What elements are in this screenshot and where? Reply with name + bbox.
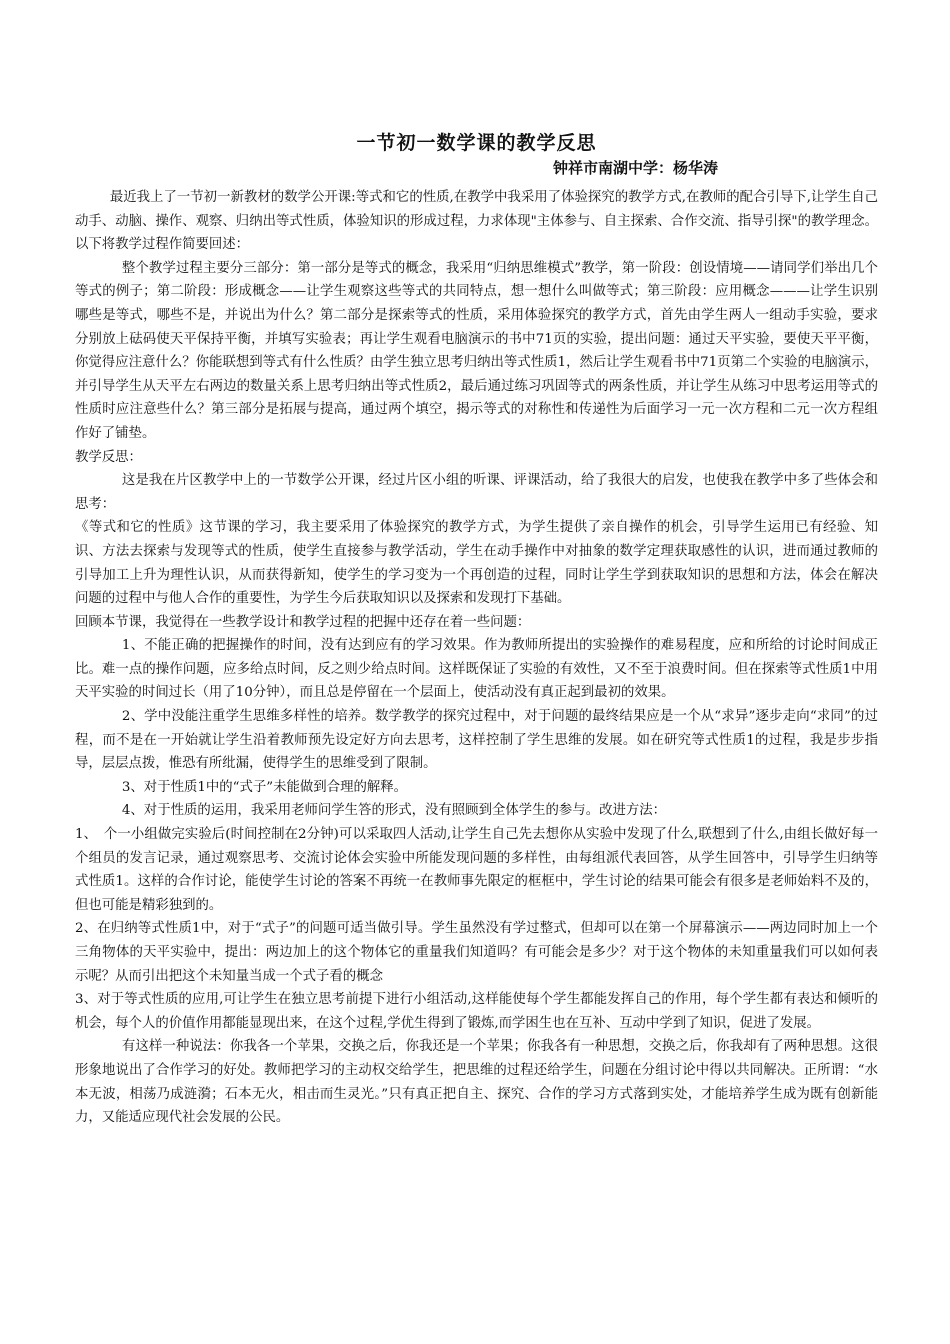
- process-paragraph: 整个教学过程主要分三部分：第一部分是等式的概念，我采用“归纳思维模式”教学，第一阶段：创设情境——请同学们举出几个等式的例子；第二阶段：形成概念——让学生观察这些等式的共同特点，想一想什么叫做等式；第三阶段：应用概念———让学生识别哪些是等式，哪些不是，并说出为什么？第二部分是探索等式的性质，采用体验探究的教学方式，首先由学生两人一组动手实验，要求分别放上砝码使天平保持平衡，并填写实验表；再让学生观看电脑演示的书中71页的实验，提出问题：通过天平实验，要使天平平衡，你觉得应注意什么？你能联想到等式有什么性质？由学生独立思考归纳出等式性质1，然后让学生观看书中71页第二个实验的电脑演示，并引导学生从天平左右两边的数量关系上思考归纳出等式性质2，最后通过练习巩固等式的两条性质，并让学生从练习中思考运用等式的性质时应注意些什么？第三部分是拓展与提高，通过两个填空，揭示等式的对称性和传递性为后面学习一元一次方程和二元一次方程组作好了铺垫。: [75, 260, 878, 441]
- conclusion-paragraph: 有这样一种说法：你我各一个苹果，交换之后，你我还是一个苹果；你我各有一种思想，交换之后，你我却有了两种思想。这很形象地说出了合作学习的好处。教师把学习的主动权交给学生，把思维的过程还给学生，问题在分组讨论中得以共同解决。正所谓：“水本无波，相荡乃成涟漪；石本无火，相击而生灵光。”只有真正把自主、探究、合作的学习方式落到实处，才能培养学生成为既有创新能力，又能适应现代社会发展的公民。: [75, 1039, 878, 1126]
- method-paragraph: 《等式和它的性质》这节课的学习，我主要采用了体验探究的教学方式，为学生提供了亲自操作的机会，引导学生运用已有经验、知识、方法去探索与发现等式的性质，使学生直接参与教学活动，学生在动手操作中对抽象的数学定理获取感性的认识，进而通过教师的引导加工上升为理性认识，从而获得新知，使学生的学习变为一个再创造的过程，同时让学生学到获取知识的思想和方法，体会在解决问题的过程中与他人合作的重要性，为学生今后获取知识以及探索和发现打下基础。: [75, 520, 878, 607]
- improvement-item-3: 3、对于等式性质的应用,可让学生在独立思考前提下进行小组活动,这样能使每个学生都能发挥自己的作用，每个学生都有表达和倾听的机会，每个人的价值作用都能显现出来，在这个过程,学优生得到了锻炼,而学困生也在互补、互动中学到了知识，促进了发展。: [75, 992, 878, 1031]
- review-paragraph: 回顾本节课，我觉得在一些教学设计和教学过程的把握中还存在着一些问题：: [75, 614, 531, 630]
- problem-item-3: 3、对于性质1中的“式子”未能做到合理的解释。: [121, 779, 408, 795]
- improvement-item-1: 1、 个一小组做完实验后(时间控制在2分钟)可以采取四人活动,让学生自己先去想你从实验中发现了什么,联想到了什么,由组长做好每一个组员的发言记录，通过观察思考、交流讨论体会实验中所能发现问题的多样性，由每组派代表回答，从学生回答中，引导学生归纳等式性质1。这样的合作讨论，能使学生讨论的答案不再统一在教师事先限定的框框中，学生讨论的结果可能会有很多是老师始料不及的，但也可能是精彩独到的。: [75, 827, 878, 913]
- reflection-heading: 教学反思：: [75, 449, 142, 465]
- reflection-paragraph: 这是我在片区教学中上的一节数学公开课，经过片区小组的听课、评课活动，给了我很大的启发，也使我在教学中多了些体会和思考：: [75, 473, 878, 512]
- improvement-item-2: 2、在归纳等式性质1中，对于“式子”的问题可适当做引导。学生虽然没有学过整式，但却可以在第一个屏幕演示——两边同时加上一个三角物体的天平实验中，提出：两边加上的这个物体它的重量我们知道吗？有可能会是多少？对于这个物体的未知重量我们可以如何表示呢？从而引出把这个未知量当成一个式子看的概念: [75, 921, 878, 984]
- problem-item-4: 4、对于性质的运用，我采用老师问学生答的形式，没有照顾到全体学生的参与。改进方法：: [121, 803, 667, 819]
- problem-item-1: 1、不能正确的把握操作的时间，没有达到应有的学习效果。作为教师所提出的实验操作的难易程度，应和所给的讨论时间成正比。难一点的操作问题，应多给点时间，反之则少给点时间。这样既保证了实验的有效性，又不至于浪费时间。但在探索等式性质1中用天平实验的时间过长（用了10分钟），而且总是停留在一个层面上，使活动没有真正起到最初的效果。: [75, 638, 878, 701]
- document-page: [75, 128, 878, 1130]
- problem-item-2: 2、学中没能注重学生思维多样性的培养。数学教学的探究过程中，对于问题的最终结果应是一个从“求异”逐步走向“求同”的过程，而不是在一开始就让学生沿着教师预先设定好方向去思考，这样控制了学生思维的发展。如在研究等式性质1的过程，我是步步指导，层层点拨，惟恐有所纰漏，使得学生的思维受到了限制。: [75, 709, 878, 772]
- document-author: 钟祥市南湖中学：杨华涛: [552, 159, 718, 177]
- document-title: 一节初一数学课的教学反思: [356, 132, 597, 154]
- intro-paragraph: 最近我上了一节初一新教材的数学公开课:等式和它的性质,在教学中我采用了体验探究的教学方式,在教师的配合引导下,让学生自己动手、动脑、操作、观察、归纳出等式性质，体验知识的形成过程，力求体现"主体参与、自主探索、合作交流、指导引探"的教学理念。以下将教学过程作简要回述：: [75, 190, 878, 253]
